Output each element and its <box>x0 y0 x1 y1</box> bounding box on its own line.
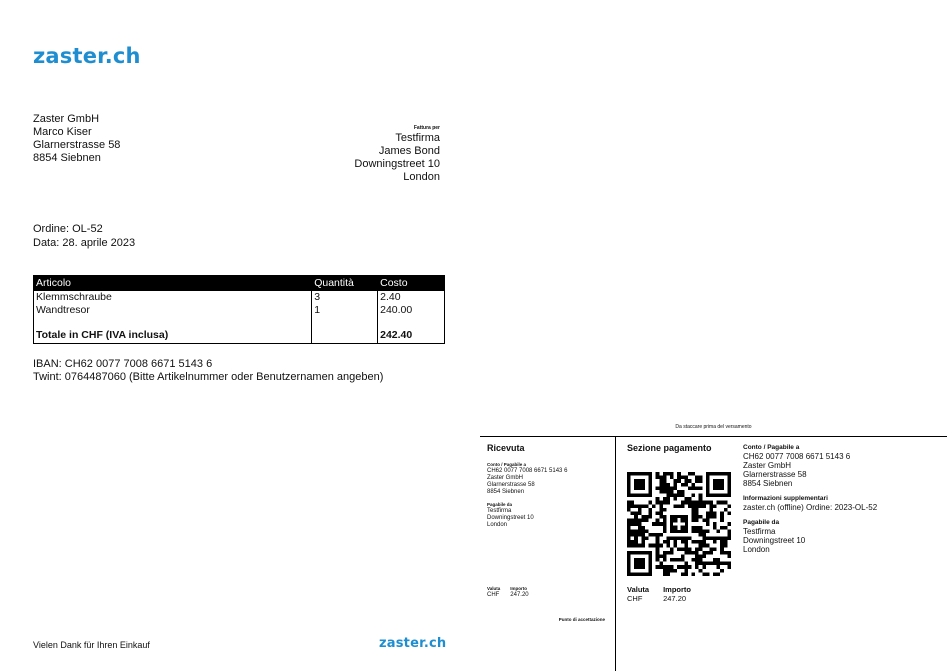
column-header-article: Articolo <box>34 276 312 291</box>
payment-amount-block <box>627 585 691 603</box>
cell-article: Wandtresor <box>34 304 312 317</box>
footer-logo: zaster.ch <box>379 636 447 651</box>
payment-account-line: CH62 0077 7008 6671 5143 6 <box>743 452 851 461</box>
cell-cost: 2.40 <box>378 291 445 305</box>
payment-info-label: Informazioni supplementari <box>743 495 828 502</box>
table-header-row <box>34 276 445 291</box>
payment-amount-label: Importo <box>663 585 692 594</box>
sender-line: Marco Kiser <box>33 126 92 138</box>
spacer-cell <box>312 317 378 329</box>
payment-info <box>33 358 383 384</box>
receipt-account-label: Conto / Pagabile a <box>487 462 527 467</box>
receipt-amount: 247.20 <box>510 592 529 598</box>
payment-payer-line: Downingstreet 10 <box>743 536 806 545</box>
receipt-amount-label: Importo <box>510 586 528 591</box>
cell-cost: 240.00 <box>378 304 445 317</box>
sender-address <box>33 113 120 165</box>
acceptance-point: Punto di accettazione <box>558 617 605 622</box>
receipt-account-line: CH62 0077 7008 6671 5143 6 <box>487 468 568 474</box>
receipt-currency: CHF <box>487 592 500 598</box>
sender-line: Zaster GmbH <box>33 113 100 125</box>
cut-instruction: Da staccare prima del versamento <box>675 424 752 430</box>
payment-payer-line: Testfirma <box>743 527 776 536</box>
cell-quantity: 3 <box>312 291 378 305</box>
total-label: Totale in CHF (IVA inclusa) <box>34 329 312 344</box>
receipt-title: Ricevuta <box>487 443 525 453</box>
order-info <box>33 223 135 250</box>
spacer-cell <box>34 317 312 329</box>
sender-line: 8854 Siebnen <box>33 152 101 164</box>
payment-details <box>743 443 943 554</box>
twint-text: Twint: 0764487060 (Bitte Artikelnummer oder Benutzernamen angeben) <box>33 371 384 383</box>
cut-line <box>480 436 947 437</box>
order-number: Ordine: OL-52 <box>33 223 103 235</box>
payment-currency-label: Valuta <box>627 585 650 594</box>
recipient-line: James Bond <box>378 145 440 157</box>
recipient-address <box>340 124 440 184</box>
receipt-payer-line: Downingstreet 10 <box>487 515 534 521</box>
total-empty <box>312 329 378 344</box>
receipt-payer-line: London <box>487 522 508 528</box>
company-logo: zaster.ch <box>33 44 141 68</box>
sender-line: Glarnerstrasse 58 <box>33 139 121 151</box>
slip-divider <box>615 436 616 671</box>
payment-title: Sezione pagamento <box>627 443 712 453</box>
payment-payer-line: London <box>743 545 770 554</box>
recipient-line: Downingstreet 10 <box>354 158 440 170</box>
receipt-amount-block <box>487 585 529 599</box>
receipt-account-line: Glarnerstrasse 58 <box>487 482 535 488</box>
thanks-text: Vielen Dank für Ihren Einkauf <box>33 640 150 650</box>
recipient-line: London <box>403 171 440 183</box>
receipt-account-line: Zaster GmbH <box>487 475 524 481</box>
payment-account-line: Glarnerstrasse 58 <box>743 470 807 479</box>
table-row <box>34 291 445 305</box>
items-table <box>33 275 445 344</box>
payment-section <box>627 443 712 453</box>
table-spacer-row <box>34 317 445 329</box>
receipt-account-line: 8854 Siebnen <box>487 489 525 495</box>
payment-currency: CHF <box>627 594 643 603</box>
payment-account-line: 8854 Siebnen <box>743 479 793 488</box>
iban-text: IBAN: CH62 0077 7008 6671 5143 6 <box>33 358 213 370</box>
table-total-row <box>34 329 445 344</box>
receipt-currency-label: Valuta <box>487 586 501 591</box>
payment-account-label: Conto / Pagabile a <box>743 444 800 451</box>
receipt-payer-line: Testfirma <box>487 508 512 514</box>
receipt-payer-label: Pagabile da <box>487 502 513 507</box>
spacer-cell <box>378 317 445 329</box>
column-header-cost: Costo <box>378 276 445 291</box>
recipient-line: Testfirma <box>395 132 440 144</box>
recipient-label: Fattura per <box>413 125 440 131</box>
qr-code-icon <box>627 472 731 576</box>
cell-quantity: 1 <box>312 304 378 317</box>
receipt-section <box>487 443 612 529</box>
payment-amount: 247.20 <box>663 594 687 603</box>
order-date: Data: 28. aprile 2023 <box>33 236 136 249</box>
payment-payer-label: Pagabile da <box>743 519 780 526</box>
total-value: 242.40 <box>378 329 445 344</box>
payment-info-text: zaster.ch (offline) Ordine: 2023-OL-52 <box>743 503 878 512</box>
column-header-quantity: Quantità <box>312 276 378 291</box>
payment-account-line: Zaster GmbH <box>743 461 792 470</box>
cell-article: Klemmschraube <box>34 291 312 305</box>
table-row <box>34 304 445 317</box>
